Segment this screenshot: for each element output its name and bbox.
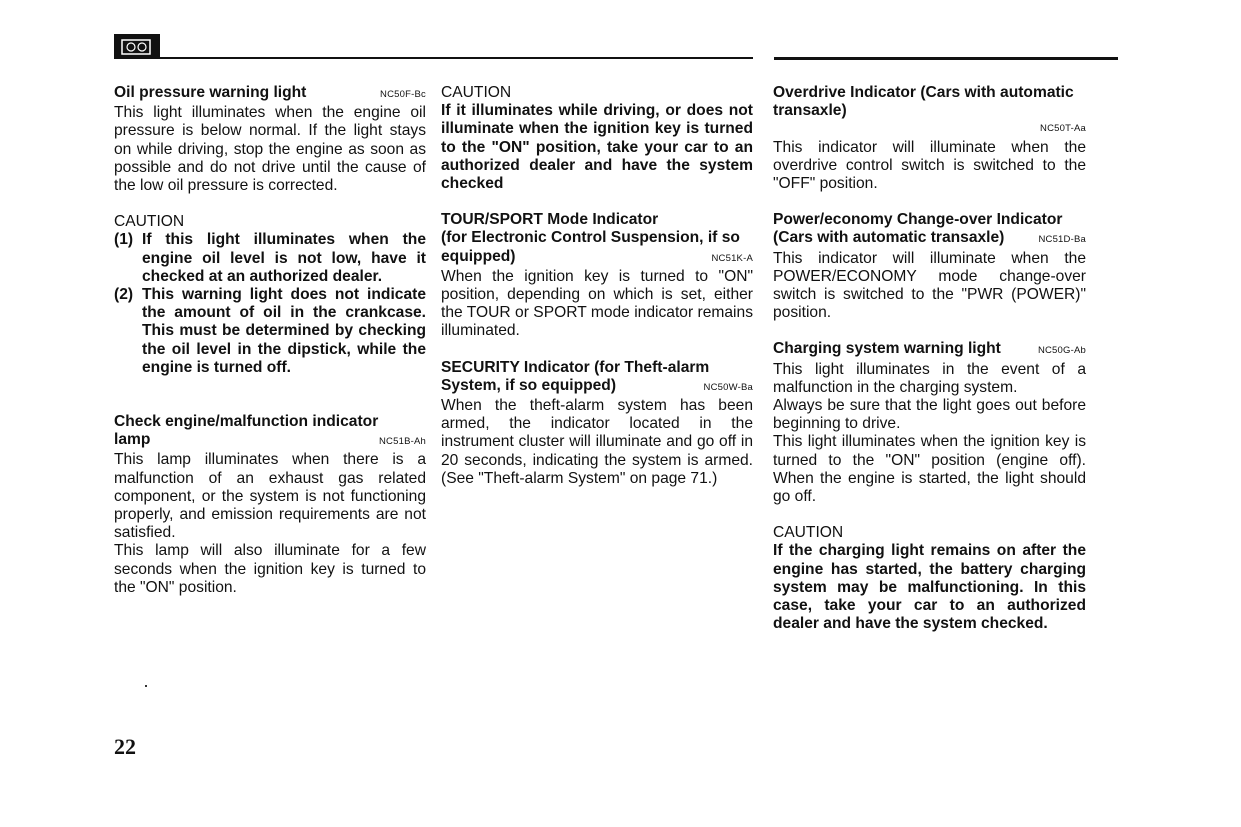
- check-engine-title-line1: Check engine/malfunction indicator: [114, 413, 379, 431]
- check-engine-heading-line2: [114, 431, 426, 451]
- security-code: NC50W-Ba: [703, 381, 753, 393]
- caution-item: [114, 231, 426, 286]
- power-economy-body: This indicator will illuminate when the POWER/ECONOMY mode change-over switch is switched to the "PWR (POWER)" position.: [773, 249, 1086, 322]
- power-economy-heading-line2: [773, 229, 1086, 249]
- caution-body: If the charging light remains on after the engine has started, the battery charging system may be malfunctioning. In this case, take your car to an authorized dealer and have the system checked.: [773, 542, 1086, 633]
- oil-pressure-title: Oil pressure warning light: [114, 84, 307, 101]
- power-economy-heading: Power/economy Change-over Indicator: [773, 211, 1063, 229]
- security-heading: SECURITY Indicator (for Theft-alarm: [441, 358, 710, 376]
- header-rule-right: [774, 57, 1118, 60]
- oil-pressure-body: This light illuminates when the engine oil pressure is below normal. If the light stays on while driving, stop the engine as soon as possible and do not drive until the cause of the low oil pressure is corrected.: [114, 104, 426, 195]
- charging-title: Charging system warning light: [773, 340, 1001, 358]
- charging-body-3: This light illuminates when the ignition key is turned to the "ON" position (engine off). When the engine is started, the light should go off.: [773, 433, 1086, 506]
- stray-mark: [145, 685, 147, 687]
- check-engine-code: NC51B-Ah: [378, 436, 426, 448]
- charging-body: This light illuminates in the event of a malfunction in the charging system.: [773, 360, 1086, 396]
- tour-sport-code: NC51K-A: [711, 252, 753, 264]
- column-middle: [441, 84, 753, 488]
- caution-body: If it illuminates while driving, or does not illuminate when the ignition key is turned to the "ON" position, take your car to an authorized dealer and have the system checked: [441, 102, 753, 193]
- caution-heading: CAUTION: [773, 524, 844, 542]
- power-economy-code: NC51D-Ba: [1038, 234, 1086, 246]
- overdrive-heading: Overdrive Indicator (Cars with automatic transaxle): [773, 84, 1074, 120]
- security-subheading: System, if so equipped): [441, 376, 617, 394]
- check-engine-body-2: This lamp will also illuminate for a few seconds when the ignition key is turned to the "ON" position.: [114, 542, 426, 596]
- charging-code: NC50G-Ab: [1037, 345, 1086, 357]
- caution-item-text: If this light illuminates when the engine oil level is not low, have it checked at an authorized dealer.: [142, 231, 426, 285]
- tour-sport-subheading-line2: [441, 248, 753, 268]
- oil-pressure-code: NC50F-Bc: [380, 89, 426, 100]
- security-body: When the theft-alarm system has been armed, the indicator located in the instrument cluster will illuminate and go off in 20 seconds, indicating the system is armed. (See "Theft-alarm System" on page 71.): [441, 397, 753, 487]
- check-engine-heading: [114, 413, 426, 431]
- power-economy-subheading: (Cars with automatic transaxle): [773, 229, 1005, 247]
- charging-body-2: Always be sure that the light goes out before beginning to drive.: [773, 397, 1086, 433]
- check-engine-body: This lamp illuminates when there is a malfunction of an exhaust gas related component, or the system is not functioning properly, and emission requirements are not satisfied.: [114, 451, 426, 542]
- tour-sport-subheading: (for Electronic Control Suspension, if so: [441, 229, 740, 247]
- column-right: [773, 84, 1086, 633]
- caution-item-number: (1): [114, 231, 134, 249]
- tour-sport-heading: TOUR/SPORT Mode Indicator: [441, 211, 659, 229]
- charging-heading: [773, 340, 1086, 360]
- overdrive-body: This indicator will illuminate when the overdrive control switch is switched to the "OFF" position.: [773, 138, 1086, 193]
- security-heading-line2: [441, 377, 753, 397]
- dashboard-icon: [120, 38, 152, 56]
- overdrive-code: NC50T-Aa: [1040, 123, 1086, 135]
- caution-item-number: (2): [114, 286, 134, 304]
- header-rule-left: [114, 57, 753, 59]
- check-engine-title-line2: lamp: [114, 431, 151, 449]
- oil-pressure-heading: [114, 84, 426, 104]
- caution-heading: CAUTION: [441, 84, 512, 101]
- page-number: 22: [114, 734, 136, 759]
- tour-sport-subheading-end: equipped): [441, 247, 516, 265]
- caution-item: [114, 286, 426, 377]
- column-left: [114, 84, 426, 597]
- caution-item-text: This warning light does not indicate the amount of oil in the crankcase. This must be determined by checking the oil level in the dipstick, while the engine is turned off.: [142, 286, 426, 376]
- caution-heading: CAUTION: [114, 213, 185, 231]
- tour-sport-body: When the ignition key is turned to "ON" position, depending on which is set, either the TOUR or SPORT mode indicator remains illuminated.: [441, 267, 753, 340]
